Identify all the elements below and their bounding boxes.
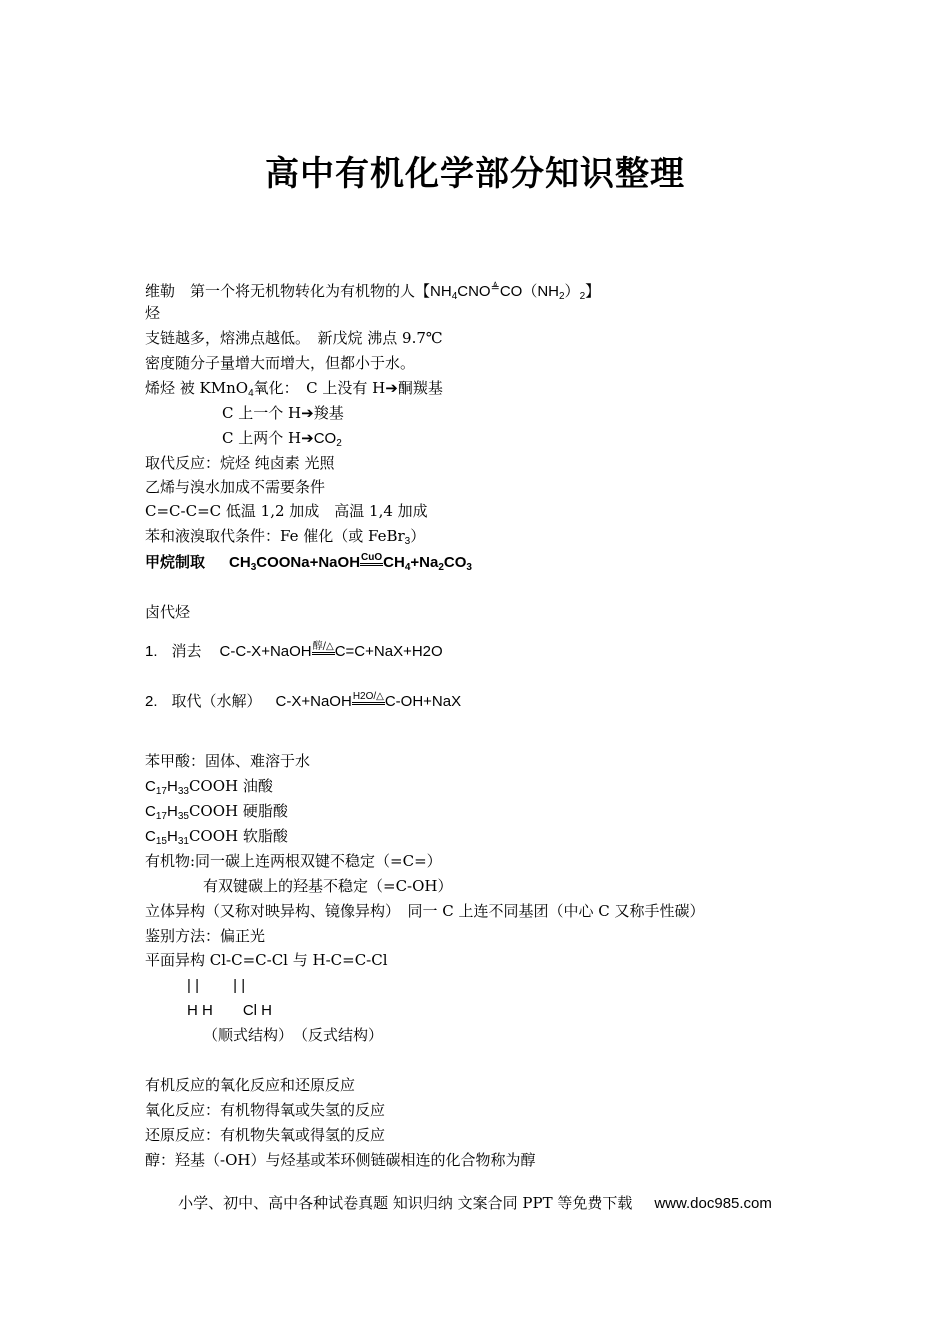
- formula-segment: C: [145, 778, 156, 795]
- formula-segment: CH: [229, 554, 251, 571]
- formula-segment: CO（NH: [499, 283, 559, 300]
- text-segment: 取代（水解）: [171, 692, 262, 710]
- list-number: 2.: [145, 693, 158, 710]
- formula-segment: H: [166, 778, 178, 795]
- text-line: 有机反应的氧化反应和还原反应: [145, 1076, 356, 1094]
- text-line: 鉴别方法：偏正光: [145, 927, 266, 945]
- subscript: 17: [155, 811, 167, 822]
- subscript: 17: [155, 786, 167, 797]
- formula-segment: COONa+NaOH: [256, 554, 361, 571]
- text-line-alkene-oxidation: [145, 378, 443, 398]
- formula-segment: C-OH+NaX: [384, 693, 462, 710]
- text-line: 支链越多，熔沸点越低。 新戊烷 沸点 9.7℃: [145, 329, 443, 347]
- text-line-methane-prep: [145, 552, 472, 573]
- text-line: 立体异构（又称对映异构、镜像异构） 同一 C 上连不同基团（中心 C 又称手性碳）: [145, 902, 705, 920]
- subscript: 33: [177, 786, 189, 797]
- text-line-palmitic-acid: [145, 826, 288, 847]
- formula-segment: NH: [430, 283, 452, 300]
- text-segment: 烯烃 被 KMnO: [145, 379, 249, 397]
- formula-segment: C: [145, 828, 156, 845]
- text-line: 还原反应：有机物失氧或得氢的反应: [145, 1126, 386, 1144]
- subscript: 2: [558, 291, 565, 302]
- text-segment: COOH 软脂酸: [188, 827, 288, 845]
- arrow-icon: ➔: [301, 404, 314, 422]
- subscript: 35: [177, 811, 189, 822]
- text-line-stearic-acid: [145, 801, 288, 822]
- text-segment: 苯和液溴取代条件：Fe 催化（或 FeBr: [145, 527, 405, 545]
- list-item-elimination: [145, 641, 443, 662]
- page-footer: [0, 1192, 950, 1213]
- reaction-condition: 醇/△: [312, 642, 335, 655]
- structure-atoms: H H Cl H: [187, 1002, 272, 1019]
- arrow-icon: ➔: [385, 379, 398, 397]
- text-segment: 消去: [171, 642, 202, 660]
- text-segment: COOH 硬脂酸: [188, 802, 288, 820]
- text-segment: C 上两个 H: [222, 429, 302, 447]
- text-segment: 氧化： C 上没有 H: [253, 379, 386, 397]
- subscript: 2: [336, 438, 342, 449]
- section-heading-hydrocarbon: 烃: [145, 304, 161, 322]
- text-line: 密度随分子量增大而增大，但都小于水。: [145, 354, 416, 372]
- footer-site-link[interactable]: www.doc985.com: [654, 1195, 772, 1212]
- heat-condition-symbol: ≜: [490, 281, 500, 294]
- page-title: 高中有机化学部分知识整理: [265, 154, 685, 194]
- formula-segment: CO: [313, 430, 337, 447]
- list-number: 1.: [145, 643, 158, 660]
- reaction-condition: H2O/△: [352, 692, 385, 705]
- formula-segment: CH: [383, 554, 405, 571]
- subscript: 4: [248, 388, 254, 399]
- subscript: 3: [250, 562, 257, 573]
- text-segment: COOH 油酸: [188, 777, 273, 795]
- text-segment: 羧基: [313, 404, 344, 422]
- text-line: 平面异构 Cl-C=C-Cl 与 H-C=C-Cl: [145, 951, 388, 969]
- formula-segment: C-C-X+NaOH: [219, 643, 312, 660]
- formula-segment: H: [166, 828, 178, 845]
- formula-segment: +Na: [410, 554, 439, 571]
- text-line-wohler: [145, 278, 600, 302]
- text-segment: 】: [585, 282, 601, 300]
- subscript: 2: [579, 291, 586, 302]
- formula-segment: C-X+NaOH: [275, 693, 352, 710]
- formula-segment: H: [166, 803, 178, 820]
- text-line: 乙烯与溴水加成不需要条件: [145, 478, 326, 496]
- text-line-oleic-acid: [145, 776, 273, 797]
- text-line: 取代反应：烷烃 纯卤素 光照: [145, 454, 335, 472]
- subscript: 15: [155, 836, 167, 847]
- text-line: [145, 526, 425, 546]
- text-segment: ）: [410, 527, 426, 545]
- section-heading-haloalkane: 卤代烃: [145, 603, 191, 621]
- subscript: 3: [466, 562, 472, 573]
- text-line: 有机物:同一碳上连两根双键不稳定（=C=）: [145, 852, 442, 870]
- text-segment: 维勒 第一个将无机物转化为有机物的人【: [145, 282, 431, 300]
- structure-labels: （顺式结构） （反式结构）: [203, 1026, 384, 1044]
- text-line: [222, 428, 342, 449]
- structure-bonds: | | | |: [187, 977, 246, 994]
- subscript: 31: [177, 836, 189, 847]
- text-line: 醇：羟基（-OH）与烃基或苯环侧链碳相连的化合物称为醇: [145, 1151, 536, 1169]
- subscript: 4: [404, 562, 411, 573]
- text-line: C=C-C=C 低温 1,2 加成 高温 1,4 加成: [145, 502, 428, 520]
- subscript: 3: [404, 536, 411, 547]
- text-segment: C 上一个 H: [222, 404, 302, 422]
- formula-segment: CNO: [457, 283, 491, 300]
- text-segment: 甲烷制取: [145, 553, 206, 571]
- text-line: 苯甲酸：固体、难溶于水: [145, 752, 311, 770]
- text-line: 氧化反应：有机物得氧或失氢的反应: [145, 1101, 386, 1119]
- text-segment: ）: [564, 282, 580, 300]
- subscript: 4: [451, 291, 458, 302]
- text-line: [222, 403, 344, 423]
- text-segment: 酮羰基: [397, 379, 443, 397]
- list-item-substitution: [145, 691, 461, 712]
- subscript: 2: [438, 562, 444, 573]
- formula-segment: CO: [443, 554, 467, 571]
- reaction-condition: CuO: [360, 553, 383, 566]
- arrow-icon: ➔: [301, 429, 314, 447]
- formula-segment: C: [145, 803, 156, 820]
- text-line: 有双键碳上的羟基不稳定（=C-OH）: [203, 877, 453, 895]
- formula-segment: C=C+NaX+H2O: [334, 643, 443, 660]
- footer-text: 小学、初中、高中各种试卷真题 知识归纳 文案合同 PPT 等免费下载: [178, 1194, 633, 1212]
